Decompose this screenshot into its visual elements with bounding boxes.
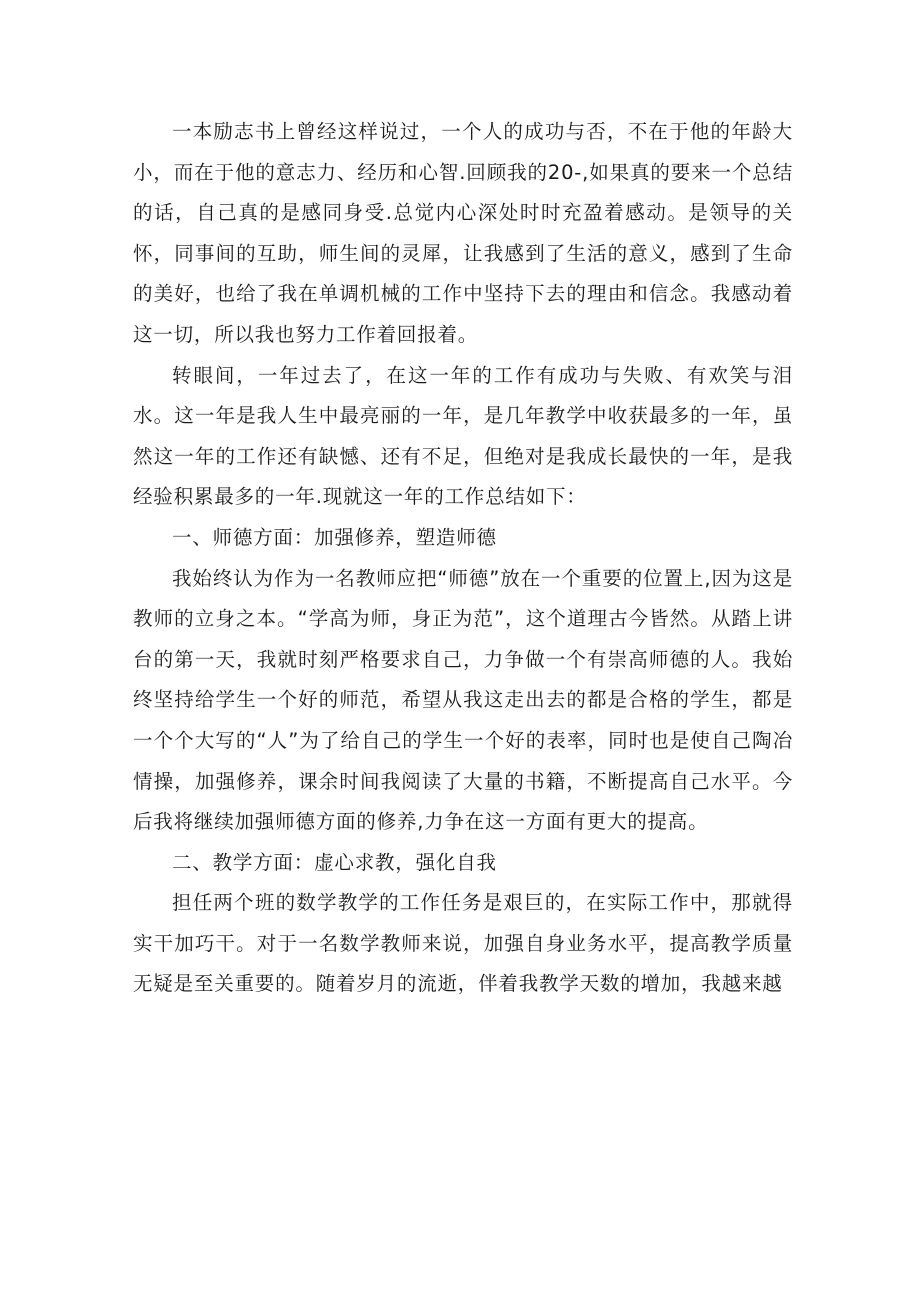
paragraph-year-review: 转眼间，一年过去了，在这一年的工作有成功与失败、有欢笑与泪水。这一年是我人生中最亮丽的一年，是几年教学中收获最多的一年，虽然这一年的工作还有缺憾、还有不足，但绝对是我成长最快的一年，是我经验积累最多的一年.现就这一年的工作总结如下： xyxy=(133,363,793,509)
section-heading-ethics: 一、师德方面：加强修养，塑造师德 xyxy=(172,525,497,549)
document-body xyxy=(133,112,793,1005)
paragraph-ethics: 我始终认为作为一名教师应把“师德”放在一个重要的位置上,因为这是教师的立身之本。“学高为师，身正为范”，这个道理古今皆然。从踏上讲台的第一天，我就时刻严格要求自己，力争做一个有崇高师德的人。我始终坚持给学生一个好的师范，希望从我这走出去的都是合格的学生，都是一个个大写的“人”为了给自己的学生一个好的表率，同时也是使自己陶冶情操，加强修养，课余时间我阅读了大量的书籍，不断提高自己水平。今后我将继续加强师德方面的修养,力争在这一方面有更大的提高。 xyxy=(133,566,793,834)
paragraph-teaching: 担任两个班的数学教学的工作任务是艰巨的，在实际工作中，那就得实干加巧干。对于一名数学教师来说，加强自身业务水平，提高教学质量无疑是至关重要的。随着岁月的流逝，伴着我教学天数的增加，我越来越 xyxy=(133,891,793,996)
paragraph-intro: 一本励志书上曾经这样说过，一个人的成功与否，不在于他的年龄大小，而在于他的意志力、经历和心智.回顾我的20-,如果真的要来一个总结的话，自己真的是感同身受.总觉内心深处时时充盈着感动。是领导的关怀，同事间的互助，师生间的灵犀，让我感到了生活的意义，感到了生命的美好，也给了我在单调机械的工作中坚持下去的理由和信念。我感动着这一切，所以我也努力工作着回报着。 xyxy=(133,120,793,346)
section-heading-teaching: 二、教学方面：虚心求教，强化自我 xyxy=(172,850,497,874)
